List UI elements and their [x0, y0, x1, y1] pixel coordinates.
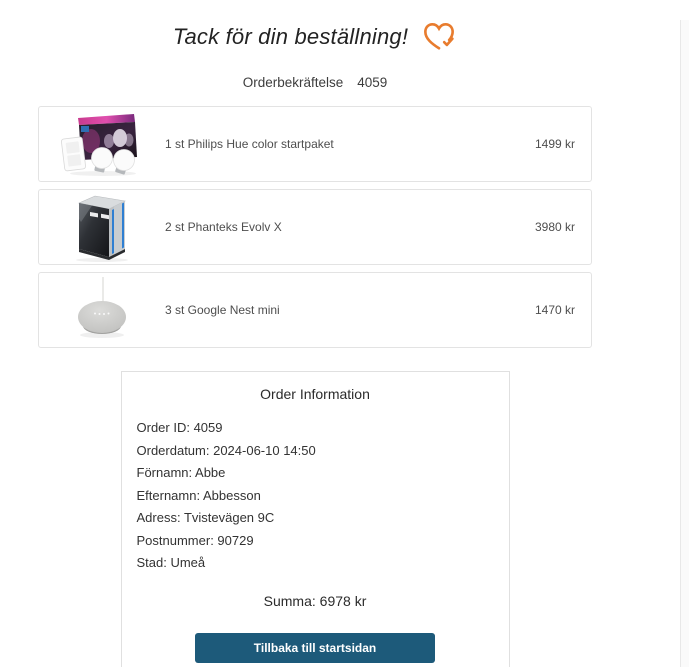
order-confirmation-label: Orderbekräftelse — [242, 75, 344, 90]
product-label: 1 st Philips Hue color startpaket — [165, 137, 334, 151]
order-information-box — [121, 371, 510, 667]
order-item-row-philips-hue — [38, 106, 592, 182]
product-label: 3 st Google Nest mini — [165, 303, 280, 317]
product-image-nest-mini — [39, 277, 165, 343]
postal-code-line: Postnummer: 90729 — [136, 532, 254, 548]
product-label: 2 st Phanteks Evolv X — [165, 220, 282, 234]
order-item-row-nest-mini — [38, 272, 592, 348]
product-price: 1470 kr — [534, 303, 575, 317]
product-price: 3980 kr — [534, 220, 575, 234]
page-header — [0, 20, 630, 54]
product-image-philips-hue — [39, 111, 165, 177]
order-items-list — [38, 106, 592, 348]
order-number: 4059 — [357, 75, 388, 90]
order-item-row-phanteks — [38, 189, 592, 265]
product-image-phanteks-case — [39, 192, 165, 262]
last-name-line: Efternamn: Abbesson — [136, 487, 261, 503]
address-line: Adress: Tvistevägen 9C — [136, 510, 275, 525]
first-name-line: Förnamn: Abbe — [136, 465, 226, 480]
order-information-title: Order Information — [260, 386, 370, 402]
heart-check-icon — [421, 21, 457, 53]
order-confirmation-line — [0, 75, 630, 92]
order-date-line: Orderdatum: 2024-06-10 14:50 — [136, 442, 316, 458]
city-line: Stad: Umeå — [136, 555, 206, 570]
order-information-fields — [137, 417, 494, 575]
viewport-right-edge — [680, 20, 689, 667]
order-id-line: Order ID: 4059 — [136, 420, 223, 435]
order-confirmation-page — [0, 20, 630, 667]
page-title: Tack för din beställning! — [172, 24, 409, 49]
back-to-start-button[interactable]: Tillbaka till startsidan — [195, 633, 435, 663]
product-price: 1499 kr — [534, 137, 575, 151]
order-total: Summa: 6978 kr — [263, 592, 367, 609]
